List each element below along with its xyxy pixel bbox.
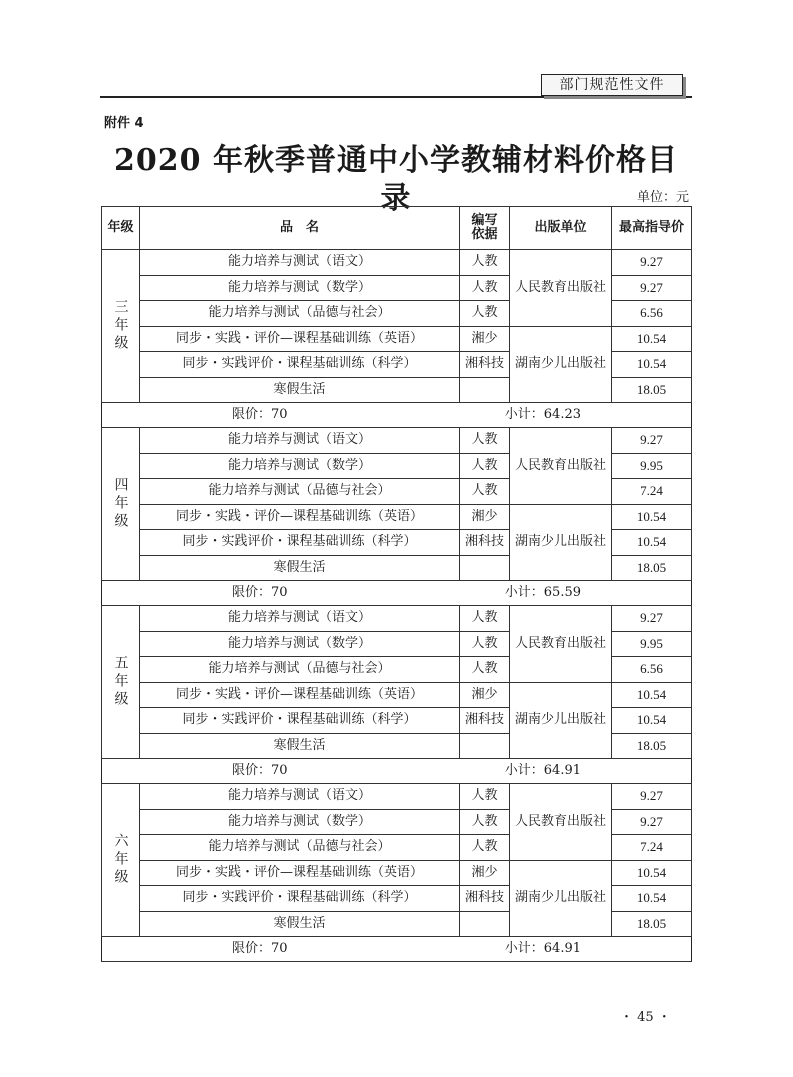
publisher-cell: 人民教育出版社	[510, 784, 612, 861]
price-table	[101, 206, 692, 962]
publisher-cell: 湖南少儿出版社	[510, 504, 612, 581]
publisher-cell: 湖南少儿出版社	[510, 682, 612, 759]
item-name-cell: 能力培养与测试（语文）	[140, 250, 460, 276]
basis-cell	[460, 555, 510, 581]
subtotal-text	[505, 764, 581, 778]
item-name-cell: 能力培养与测试（数学）	[140, 631, 460, 657]
publisher-cell: 湖南少儿出版社	[510, 326, 612, 403]
header-publisher: 出版单位	[510, 207, 612, 250]
basis-cell: 湘少	[460, 504, 510, 530]
page-number: ・ 45 ・	[620, 1010, 671, 1025]
price-cell: 9.27	[612, 606, 692, 632]
table-row	[102, 326, 692, 352]
table-body	[102, 250, 692, 962]
limit-text	[232, 764, 288, 778]
table-row	[102, 682, 692, 708]
publisher-cell: 人民教育出版社	[510, 606, 612, 683]
grade-cell: 三年级	[102, 250, 140, 403]
basis-cell: 人教	[460, 784, 510, 810]
item-name-cell: 能力培养与测试（品德与社会）	[140, 479, 460, 505]
header-basis: 编写依据	[460, 207, 510, 250]
basis-cell: 人教	[460, 428, 510, 454]
limit-value: 70	[271, 407, 288, 422]
limit-value: 70	[271, 941, 288, 956]
price-cell: 18.05	[612, 911, 692, 937]
item-name-cell: 能力培养与测试（语文）	[140, 784, 460, 810]
table-row	[102, 606, 692, 632]
table-row	[102, 860, 692, 886]
item-name-cell: 同步・实践・评价—课程基础训练（英语）	[140, 682, 460, 708]
subtotal-cell	[102, 759, 692, 784]
subtotal-value: 64.91	[543, 941, 581, 956]
basis-cell: 湘科技	[460, 708, 510, 734]
header-price: 最高指导价	[612, 207, 692, 250]
item-name-cell: 同步・实践评价・课程基础训练（科学）	[140, 530, 460, 556]
basis-cell: 湘少	[460, 326, 510, 352]
price-cell: 10.54	[612, 504, 692, 530]
limit-text	[232, 408, 288, 422]
price-cell: 10.54	[612, 860, 692, 886]
table-row	[102, 504, 692, 530]
item-name-cell: 能力培养与测试（品德与社会）	[140, 301, 460, 327]
price-cell: 7.24	[612, 479, 692, 505]
page-title: 2020 年秋季普通中小学教辅材料价格目录	[114, 143, 678, 216]
publisher-cell: 湖南少儿出版社	[510, 860, 612, 937]
header-name: 品 名	[140, 207, 460, 250]
subtotal-cell	[102, 937, 692, 962]
limit-value: 70	[271, 585, 288, 600]
subtotal-row	[102, 759, 692, 784]
table-row	[102, 428, 692, 454]
price-cell: 10.54	[612, 886, 692, 912]
item-name-cell: 寒假生活	[140, 555, 460, 581]
basis-cell: 人教	[460, 301, 510, 327]
limit-text	[232, 942, 288, 956]
limit-label: 限价：	[232, 763, 272, 778]
item-name-cell: 寒假生活	[140, 733, 460, 759]
item-name-cell: 同步・实践・评价—课程基础训练（英语）	[140, 326, 460, 352]
basis-cell: 人教	[460, 809, 510, 835]
price-cell: 9.27	[612, 250, 692, 276]
price-cell: 9.27	[612, 275, 692, 301]
subtotal-row	[102, 937, 692, 962]
item-name-cell: 能力培养与测试（品德与社会）	[140, 835, 460, 861]
document-category-badge: 部门规范性文件	[541, 74, 683, 96]
basis-cell: 人教	[460, 250, 510, 276]
item-name-cell: 同步・实践评价・课程基础训练（科学）	[140, 352, 460, 378]
price-cell: 9.95	[612, 631, 692, 657]
subtotal-text	[505, 408, 581, 422]
subtotal-cell	[102, 403, 692, 428]
price-cell: 18.05	[612, 733, 692, 759]
table-row	[102, 784, 692, 810]
price-cell: 10.54	[612, 352, 692, 378]
publisher-cell: 人民教育出版社	[510, 428, 612, 505]
limit-text	[232, 586, 288, 600]
price-cell: 9.27	[612, 784, 692, 810]
basis-cell: 湘科技	[460, 886, 510, 912]
basis-cell: 人教	[460, 835, 510, 861]
price-cell: 6.56	[612, 301, 692, 327]
subtotal-label: 小计：	[504, 585, 544, 600]
subtotal-text	[505, 586, 581, 600]
price-cell: 9.27	[612, 428, 692, 454]
item-name-cell: 能力培养与测试（数学）	[140, 275, 460, 301]
attachment-label: 附件 4	[104, 116, 144, 131]
basis-cell: 湘少	[460, 682, 510, 708]
header-rule	[100, 96, 692, 98]
subtotal-value: 65.59	[543, 585, 581, 600]
subtotal-row	[102, 581, 692, 606]
price-cell: 10.54	[612, 326, 692, 352]
item-name-cell: 同步・实践・评价—课程基础训练（英语）	[140, 860, 460, 886]
price-cell: 7.24	[612, 835, 692, 861]
basis-cell: 湘少	[460, 860, 510, 886]
basis-cell: 人教	[460, 275, 510, 301]
limit-label: 限价：	[232, 585, 272, 600]
subtotal-label: 小计：	[504, 941, 544, 956]
grade-cell: 六年级	[102, 784, 140, 937]
basis-cell: 湘科技	[460, 352, 510, 378]
price-cell: 10.54	[612, 530, 692, 556]
basis-cell: 人教	[460, 453, 510, 479]
subtotal-row	[102, 403, 692, 428]
price-cell: 18.05	[612, 555, 692, 581]
item-name-cell: 能力培养与测试（语文）	[140, 428, 460, 454]
item-name-cell: 能力培养与测试（数学）	[140, 809, 460, 835]
price-cell: 10.54	[612, 682, 692, 708]
header-grade: 年级	[102, 207, 140, 250]
grade-cell: 五年级	[102, 606, 140, 759]
subtotal-value: 64.91	[543, 763, 581, 778]
price-cell: 9.27	[612, 809, 692, 835]
subtotal-cell	[102, 581, 692, 606]
item-name-cell: 能力培养与测试（语文）	[140, 606, 460, 632]
item-name-cell: 同步・实践评价・课程基础训练（科学）	[140, 886, 460, 912]
grade-cell: 四年级	[102, 428, 140, 581]
item-name-cell: 同步・实践评价・课程基础训练（科学）	[140, 708, 460, 734]
basis-cell: 人教	[460, 657, 510, 683]
basis-cell: 人教	[460, 631, 510, 657]
subtotal-label: 小计：	[504, 407, 544, 422]
item-name-cell: 能力培养与测试（品德与社会）	[140, 657, 460, 683]
subtotal-label: 小计：	[504, 763, 544, 778]
price-cell: 9.95	[612, 453, 692, 479]
item-name-cell: 寒假生活	[140, 377, 460, 403]
table-row	[102, 250, 692, 276]
basis-cell: 湘科技	[460, 530, 510, 556]
limit-label: 限价：	[232, 407, 272, 422]
basis-cell	[460, 911, 510, 937]
limit-value: 70	[271, 763, 288, 778]
item-name-cell: 能力培养与测试（数学）	[140, 453, 460, 479]
price-cell: 18.05	[612, 377, 692, 403]
unit-label: 单位：元	[636, 190, 689, 205]
price-cell: 6.56	[612, 657, 692, 683]
subtotal-value: 64.23	[543, 407, 581, 422]
basis-cell	[460, 733, 510, 759]
publisher-cell: 人民教育出版社	[510, 250, 612, 327]
price-cell: 10.54	[612, 708, 692, 734]
basis-cell: 人教	[460, 606, 510, 632]
limit-label: 限价：	[232, 941, 272, 956]
item-name-cell: 寒假生活	[140, 911, 460, 937]
basis-cell: 人教	[460, 479, 510, 505]
item-name-cell: 同步・实践・评价—课程基础训练（英语）	[140, 504, 460, 530]
subtotal-text	[505, 942, 581, 956]
table-header-row	[102, 207, 692, 250]
basis-cell	[460, 377, 510, 403]
